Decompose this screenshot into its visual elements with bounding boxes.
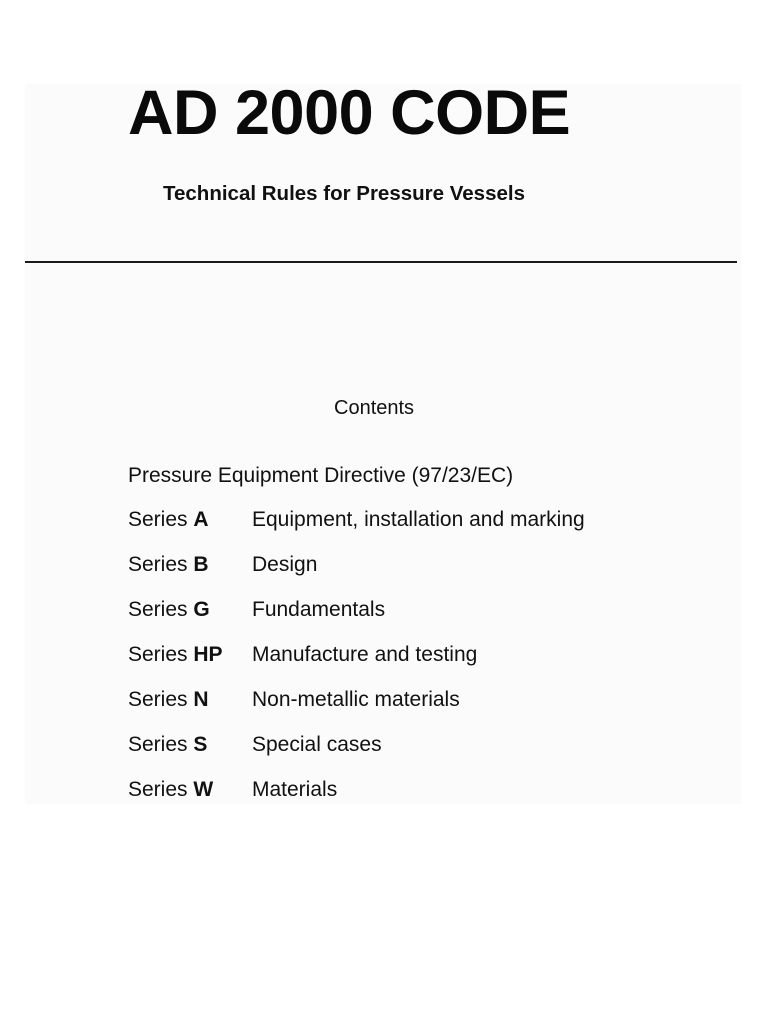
series-row-hp — [128, 642, 688, 687]
series-label — [128, 777, 213, 803]
series-label — [128, 597, 210, 623]
series-prefix: Series — [128, 688, 188, 711]
series-letter: G — [193, 598, 210, 621]
series-prefix: Series — [128, 733, 188, 756]
series-title: Design — [252, 553, 318, 576]
series-letter: B — [193, 553, 209, 576]
series-prefix: Series — [128, 508, 188, 531]
series-title: Manufacture and testing — [252, 643, 478, 666]
series-title: Materials — [252, 778, 338, 801]
series-list — [128, 507, 688, 822]
series-row-a — [128, 507, 688, 552]
series-prefix: Series — [128, 778, 188, 801]
series-title: Special cases — [252, 733, 382, 756]
series-prefix: Series — [128, 553, 188, 576]
series-letter: N — [193, 688, 209, 711]
series-label — [128, 552, 209, 578]
series-prefix: Series — [128, 598, 188, 621]
series-row-w — [128, 777, 688, 822]
horizontal-divider — [25, 261, 737, 263]
series-title: Equipment, installation and marking — [252, 508, 585, 531]
series-label — [128, 642, 223, 668]
series-letter: HP — [193, 643, 223, 666]
series-row-g — [128, 597, 688, 642]
series-letter: S — [193, 733, 208, 756]
series-title: Fundamentals — [252, 598, 386, 621]
document-title: AD 2000 CODE — [128, 78, 571, 148]
document-subtitle: Technical Rules for Pressure Vessels — [163, 182, 525, 205]
series-row-b — [128, 552, 688, 597]
series-prefix: Series — [128, 643, 188, 666]
directive-entry: Pressure Equipment Directive (97/23/EC) — [128, 464, 514, 487]
series-label — [128, 507, 209, 533]
series-letter: W — [193, 778, 214, 801]
series-title: Non-metallic materials — [252, 688, 460, 711]
contents-heading: Contents — [334, 397, 415, 419]
series-row-n — [128, 687, 688, 732]
series-letter: A — [193, 508, 209, 531]
series-label — [128, 687, 209, 713]
series-row-s — [128, 732, 688, 777]
series-label — [128, 732, 207, 758]
